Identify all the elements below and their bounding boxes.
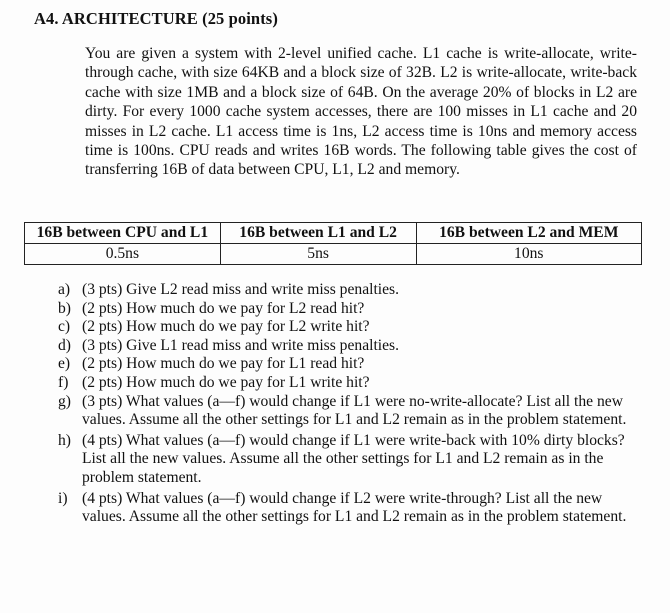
question-text: (3 pts) Give L2 read miss and write miss penalties. bbox=[82, 281, 400, 298]
cost-l2-mem: 10ns bbox=[416, 244, 642, 265]
question-marker: a) bbox=[58, 281, 71, 298]
question-marker: f) bbox=[58, 373, 69, 391]
header-cpu-l1: 16B between CPU and L1 bbox=[25, 223, 221, 244]
header-l2-mem: 16B between L2 and MEM bbox=[416, 223, 642, 244]
problem-statement: You are given a system with 2-level unified cache. L1 cache is write-allocate, write-through cache, with size 64KB and a block size of 32B. L2 is write-allocate, write-back cache with size 1MB and a block size of 64B. On the average 20% of blocks in L2 are dirty. For every 1000 cache system accesses, there are 100 misses in L1 cache and 20 misses in L2 cache. L1 access time is 1ns, L2 access time is 10ns and memory access time is 100ns. CPU reads and writes 16B words. The following table gives the cost of transferring 16B of data between CPU, L1, L2 and memory. bbox=[85, 45, 637, 179]
question-text: (4 pts) What values (a—f) would change if L1 were write-back with 10% dirty blocks? List all the new values. Assume all the other settings for L1 and L2 remain as in the problem statement. bbox=[82, 431, 625, 486]
question-marker: d) bbox=[58, 336, 71, 354]
question-marker: g) bbox=[58, 392, 71, 410]
question-b bbox=[58, 300, 636, 319]
question-a bbox=[58, 281, 636, 300]
question-text: (2 pts) How much do we pay for L1 write hit? bbox=[82, 373, 370, 391]
cost-cpu-l1: 0.5ns bbox=[25, 244, 221, 265]
table-header-row bbox=[25, 223, 642, 244]
header-l1-l2: 16B between L1 and L2 bbox=[220, 223, 416, 244]
table-row bbox=[25, 244, 642, 265]
question-marker: c) bbox=[58, 318, 71, 336]
question-marker: h) bbox=[58, 431, 71, 449]
question-g bbox=[58, 393, 636, 430]
question-marker: i) bbox=[58, 489, 68, 507]
question-marker: b) bbox=[58, 299, 71, 317]
question-text: (2 pts) How much do we pay for L2 write hit? bbox=[82, 318, 370, 336]
section-title: A4. ARCHITECTURE (25 points) bbox=[34, 9, 278, 28]
question-text: (2 pts) How much do we pay for L2 read hit? bbox=[82, 299, 365, 317]
question-text: (2 pts) How much do we pay for L1 read hit? bbox=[82, 355, 365, 373]
question-f bbox=[58, 374, 636, 393]
cost-l1-l2: 5ns bbox=[220, 244, 416, 265]
question-c bbox=[58, 318, 636, 337]
question-text: (3 pts) Give L1 read miss and write miss penalties. bbox=[82, 336, 400, 354]
question-h bbox=[58, 432, 636, 488]
question-i bbox=[58, 490, 636, 527]
question-marker: e) bbox=[58, 355, 71, 373]
question-e bbox=[58, 355, 636, 374]
question-text: (4 pts) What values (a—f) would change if L2 were write-through? List all the new values. Assume all the other settings for L1 and L2 remain as in the problem statement. bbox=[82, 489, 627, 526]
transfer-cost-table bbox=[24, 222, 642, 265]
question-text: (3 pts) What values (a—f) would change if L1 were no-write-allocate? List all the new values. Assume all the other settings for L1 and L2 remain as in the problem statement. bbox=[82, 392, 627, 429]
question-list bbox=[58, 281, 636, 529]
question-d bbox=[58, 337, 636, 356]
